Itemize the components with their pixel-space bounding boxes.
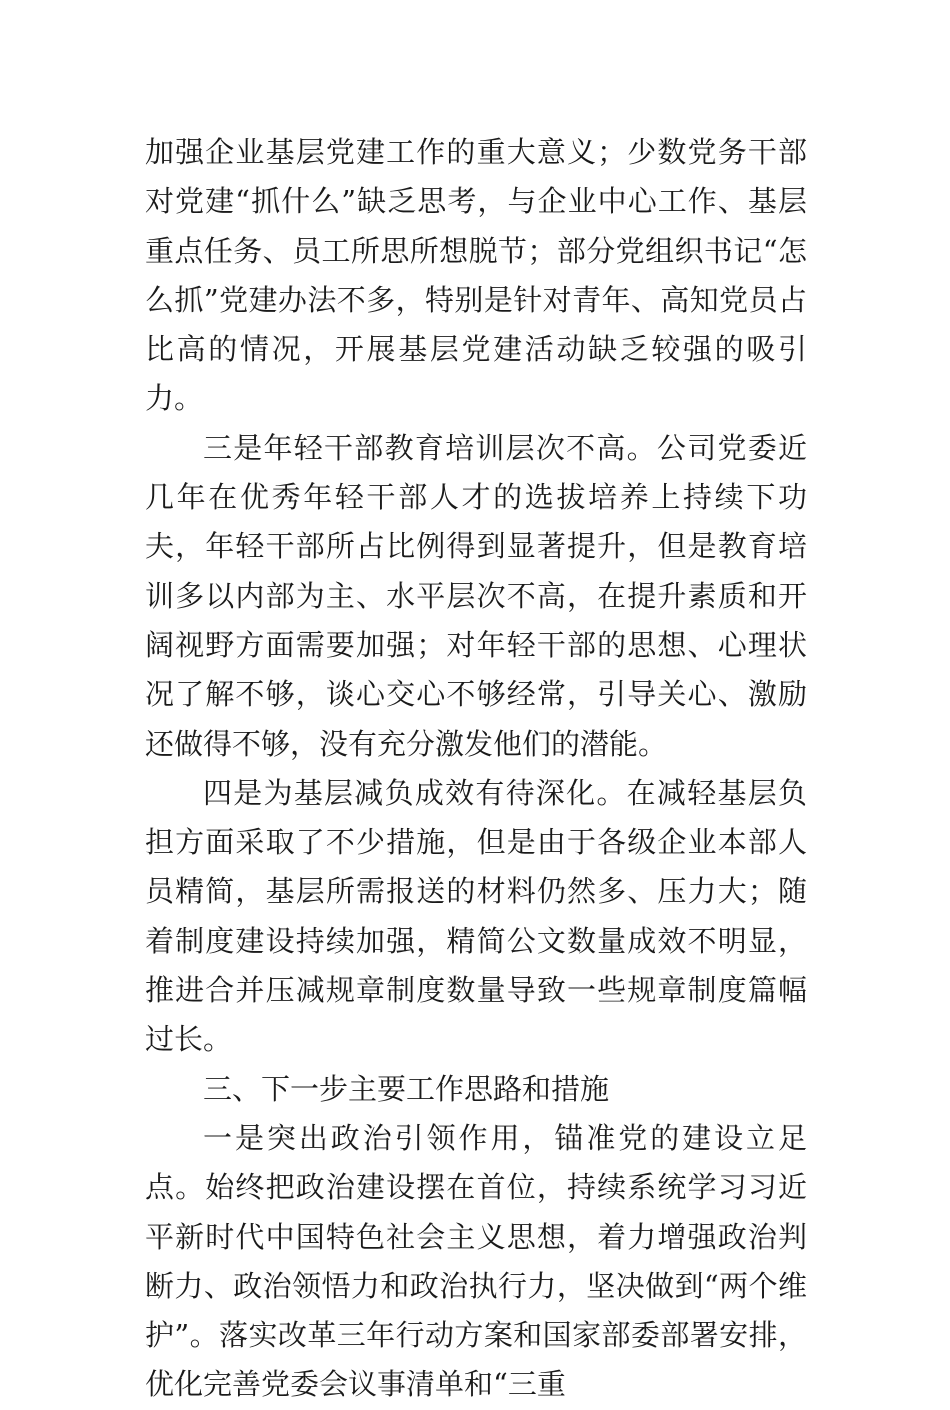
paragraph-weak-party-building: 加强企业基层党建工作的重大意义；少数党务干部对党建“抓什么”缺乏思考，与企业中心工作、基层重点任务、员工所思所想脱节；部分党组织书记“怎么抓”党建办法不多，特别是针对青年、高知党员占比高的情况，开展基层党建活动缺乏较强的吸引力。: [145, 135, 807, 416]
paragraph-young-cadre-training: 三是年轻干部教育培训层次不高。公司党委近几年在优秀年轻干部人才的选拔培养上持续下功夫，年轻干部所占比例得到显著提升，但是教育培训多以内部为主、水平层次不高，在提升素质和开阔视野方面需要加强；对年轻干部的思想、心理状况了解不够，谈心交心不够经常，引导关心、激励还做得不够，没有充分激发他们的潜能。: [145, 430, 807, 761]
paragraph-grassroots-burden: 四是为基层减负成效有待深化。在减轻基层负担方面采取了不少措施，但是由于各级企业本部人员精简，基层所需报送的材料仍然多、压力大；随着制度建设持续加强，精简公文数量成效不明显，推进合并压减规章制度数量导致一些规章制度篇幅过长。: [145, 775, 807, 1057]
section-heading-next-steps: 三、下一步主要工作思路和措施: [203, 1071, 610, 1106]
paragraph-political-leadership: 一是突出政治引领作用，锚准党的建设立足点。始终把政治建设摆在首位，持续系统学习习近平新时代中国特色社会主义思想，着力增强政治判断力、政治领悟力和政治执行力，坚决做到“两个维护”。落实改革三年行动方案和国家部委部署安排，优化完善党委会议事清单和“三重: [145, 1120, 807, 1402]
document-body: [145, 128, 807, 1410]
